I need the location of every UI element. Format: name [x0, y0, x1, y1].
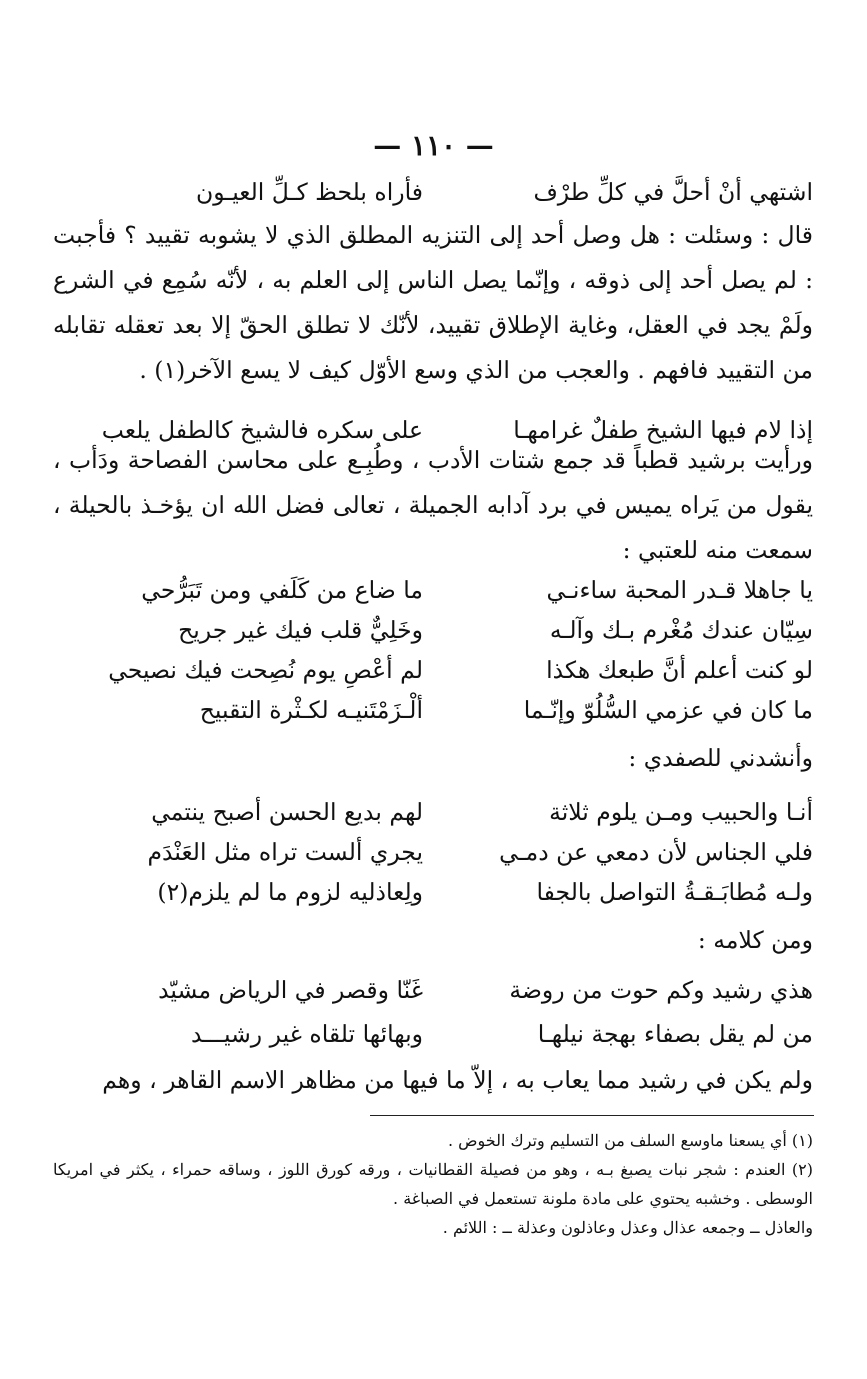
section-heading: وأنشدني للصفدي : [628, 744, 813, 772]
verse-second-hemistich: ما ضاع من كَلَفي ومن تَبَرُّحي [141, 576, 423, 604]
verse-line [53, 688, 813, 733]
verse-line [53, 170, 813, 215]
verse-second-hemistich: وبهائها تلقاه غير رشيـــد [191, 1020, 423, 1048]
footnote: (١) أي يسعنا ماوسع السلف من التسليم وترك الخوض . [447, 1131, 813, 1150]
verse-second-hemistich: لم أعْصِ يوم نُصِحت فيك نصيحي [108, 656, 423, 684]
paragraph: ولم يكن في رشيد مما يعاب به ، إلاّ ما فيها من مظاهر الاسم القاهر ، وهم [102, 1066, 813, 1094]
verse-first-hemistich: هذي رشيد وكم حوت من روضة [509, 976, 813, 1004]
verse-second-hemistich: لهم بديع الحسن أصبح ينتمي [151, 798, 423, 826]
verse-line [53, 1012, 813, 1057]
verse-first-hemistich: ما كان في عزمي السُّلُوّ وإنّـما [523, 696, 813, 724]
verse-first-hemistich: إذا لام فيها الشيخ طفلٌ غرامهـا [513, 416, 813, 444]
verse-first-hemistich: من لم يقل بصفاء بهجة نيلهـا [537, 1020, 813, 1048]
footnote: (٢) العندم : شجر نبات يصبغ بـه ، وهو من فصيلة القطانيات ، ورقه كورق اللوز ، وساقه حمراء ، يكثر في امريكا الوسطى . وخشبه يحتوي على مادة ملونة تستعمل في الصباغة . [53, 1160, 813, 1208]
verse-line [53, 830, 813, 875]
verse-second-hemistich: غَنّا وقصر في الرياض مشيّد [158, 976, 423, 1004]
page-number: — ١١٠ — [373, 129, 494, 162]
verse-first-hemistich: يا جاهلا قـدر المحبة ساءنـي [546, 576, 813, 604]
verse-second-hemistich: وخَلِيٌّ قلب فيك غير جريح [178, 616, 423, 644]
verse-line [53, 648, 813, 693]
verse-second-hemistich: يجري ألست تراه مثل العَنْدَم [147, 838, 423, 866]
verse-first-hemistich: فلي الجناس لأن دمعي عن دمـي [499, 838, 813, 866]
paragraph: قال : وسئلت : هل وصل أحد إلى التنزيه المطلق الذي لا يشوبه تقييد ؟ فأجبت : لم يصل أحد إلى ذوقه ، وإنّما يصل الناس إلى العلم به ، لأنّه سُمِع في الشرع ولَمْ يجد في العقل، وغاية الإطلاق تقييد، لأنّك لا تطلق الحقّ إلا بعد تعقله تقابله من التقييد فافهم . والعجب من الذي وسع الأوّل كيف لا يسع الآخر(١) . [53, 221, 813, 384]
verse-second-hemistich: ألْـزَمْتَنيـه لكـثْرة التقبيح [199, 696, 423, 724]
verse-first-hemistich: ولـه مُطابَـقـةُ التواصل بالجفا [536, 878, 813, 906]
verse-first-hemistich: أنـا والحبيب ومـن يلوم ثلاثة [549, 798, 813, 826]
verse-second-hemistich: على سكره فالشيخ كالطفل يلعب [101, 416, 423, 444]
verse-second-hemistich: ولِعاذليه لزوم ما لم يلزم(٢) [157, 878, 423, 906]
verse-first-hemistich: اشتهي أنْ أحلَّ في كلِّ طرْف [533, 178, 813, 206]
verse-second-hemistich: فأراه بلحظ كـلِّ العيـون [195, 178, 423, 206]
footnotes [53, 1126, 813, 1242]
verse-first-hemistich: سِيّان عندك مُغْرم بـك وآلـه [549, 616, 813, 644]
verse-line [53, 608, 813, 653]
verse-line [53, 968, 813, 1013]
section-heading: ومن كلامه : [697, 926, 813, 954]
footnote-divider [370, 1115, 814, 1116]
footnote: والعاذل ــ وجمعه عذال وعذل وعاذلون وعذلة ــ : اللائم . [442, 1218, 813, 1237]
verse-first-hemistich: لو كنت أعلم أنَّ طبعك هكذا [546, 656, 813, 684]
verse-line [53, 790, 813, 835]
verse-line [53, 568, 813, 613]
paragraph: ورأيت برشيد قطباً قد جمع شتات الأدب ، وطُبِـع على محاسن الفصاحة ودَأب ، يقول من يَراه يميس في برد آدابه الجميلة ، تعالى فضل الله ان يؤخـذ بالحيلة ، سمعت منه للعتبي : [53, 446, 813, 564]
verse-line [53, 870, 813, 915]
